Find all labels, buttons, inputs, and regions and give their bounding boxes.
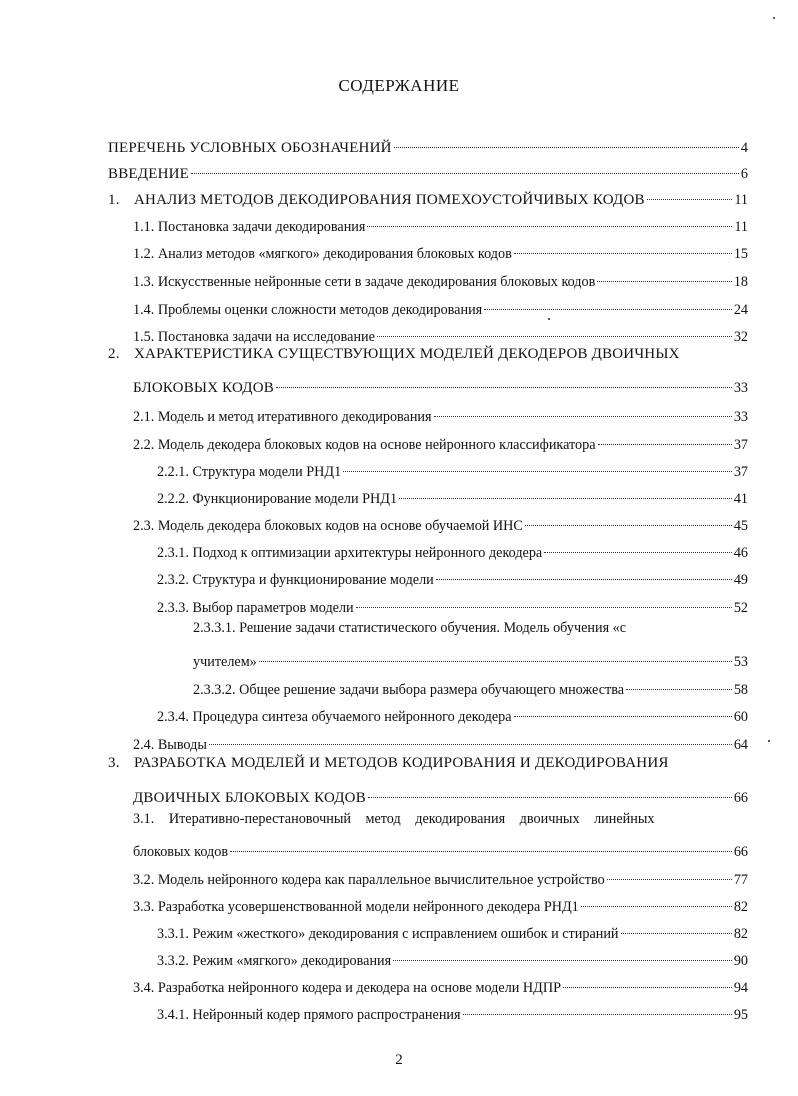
toc-entry-title-cont: учителем» [193, 654, 257, 671]
leader-dots [598, 427, 732, 445]
toc-entry-title: ХАРАКТЕРИСТИКА СУЩЕСТВУЮЩИХ МОДЕЛЕЙ ДЕКОДЕРОВ ДВОИЧНЫХ [134, 346, 680, 362]
toc-entry[interactable] [133, 893, 748, 917]
scan-speck [548, 318, 550, 320]
toc-entry[interactable] [133, 403, 748, 427]
toc-entry-page: 49 [733, 572, 748, 589]
toc-entry-page: 46 [733, 545, 748, 562]
toc-entry[interactable] [133, 731, 748, 755]
toc-entry-title: 3.1. Итеративно-перестановочный метод декодирования двоичных линейных [133, 811, 655, 827]
toc-entry-title: ПЕРЕЧЕНЬ УСЛОВНЫХ ОБОЗНАЧЕНИЙ [108, 140, 392, 157]
toc-entry[interactable] [133, 268, 748, 292]
toc-entry-title: 3.4.1. Нейронный кодер прямого распространения [157, 1007, 461, 1024]
toc-entry-title-cont: блоковых кодов [133, 844, 229, 861]
toc-entry-title: 1.1. Постановка задачи декодирования [133, 219, 366, 236]
toc-entry-title: 1.4. Проблемы оценки сложности методов декодирования [133, 302, 483, 319]
leader-dots [626, 672, 732, 690]
toc-entry-title: 2.3.3. Выбор параметров модели [157, 600, 354, 617]
toc-entry[interactable] [193, 676, 748, 700]
toc-entry-title: РАЗРАБОТКА МОДЕЛЕЙ И МЕТОДОВ КОДИРОВАНИЯ И ДЕКОДИРОВАНИЯ [134, 755, 669, 771]
toc-entry-page: 58 [733, 682, 748, 699]
leader-dots [393, 943, 732, 961]
leader-dots [597, 264, 731, 282]
toc-entry-title: 2.3.2. Структура и функционирование модели [157, 572, 434, 589]
leader-dots [191, 156, 739, 174]
toc-entry-title-cont: ДВОИЧНЫХ БЛОКОВЫХ КОДОВ [133, 790, 366, 807]
leader-dots [394, 130, 739, 148]
toc-entry-page: 66 [733, 790, 748, 807]
toc-entry-title: 1.2. Анализ методов «мягкого» декодирования блоковых кодов [133, 246, 512, 263]
toc-entry[interactable] [133, 784, 748, 808]
leader-dots [434, 399, 732, 417]
toc-entry-title: 2.3.4. Процедура синтеза обучаемого нейронного декодера [157, 709, 512, 726]
toc-entry-title: 1.3. Искусственные нейронные сети в задаче декодирования блоковых кодов [133, 274, 596, 291]
toc-entry-title: 3.2. Модель нейронного кодера как параллельное вычислительное устройство [133, 872, 605, 889]
leader-dots [621, 916, 732, 934]
toc-entry-page: 37 [733, 464, 748, 481]
toc-entry-title-cont: БЛОКОВЫХ КОДОВ [133, 380, 274, 397]
toc-entry-title: ВВЕДЕНИЕ [108, 166, 189, 183]
toc-entry-number: 2. [108, 346, 120, 362]
toc-entry[interactable] [133, 374, 748, 398]
toc-entry-page: 66 [733, 844, 748, 861]
toc-entry-page: 11 [734, 219, 748, 236]
toc-entry-page: 33 [733, 409, 748, 426]
leader-dots [647, 182, 733, 200]
toc-entry[interactable] [157, 458, 748, 482]
toc-entry[interactable] [157, 1001, 748, 1025]
toc-entry[interactable] [133, 974, 748, 998]
toc-entry[interactable] [108, 160, 748, 184]
leader-dots [368, 780, 732, 798]
toc-entry-page: 90 [733, 953, 748, 970]
toc-entry-page: 82 [733, 926, 748, 943]
leader-dots [563, 970, 732, 988]
toc-entry-page: 24 [733, 302, 748, 319]
leader-dots [514, 699, 732, 717]
toc-entry-line1[interactable] [108, 755, 669, 772]
toc-entry-page: 33 [733, 380, 748, 397]
leader-dots [544, 535, 732, 553]
toc-entry[interactable] [133, 323, 748, 347]
toc-entry[interactable] [133, 838, 748, 862]
toc-entry[interactable] [108, 134, 748, 158]
leader-dots [581, 889, 732, 907]
toc-entry-title: 2.2.2. Функционирование модели РНД1 [157, 491, 398, 508]
page-number: 2 [395, 1052, 403, 1068]
toc-entry-title: 2.1. Модель и метод итеративного декодирования [133, 409, 432, 426]
leader-dots [377, 319, 732, 337]
toc-entry-page: 4 [740, 140, 748, 157]
scan-speck [768, 740, 770, 742]
scan-speck [773, 17, 775, 19]
toc-entry[interactable] [133, 296, 748, 320]
toc-entry[interactable] [133, 866, 748, 890]
toc-entry-page: 77 [733, 872, 748, 889]
toc-entry-title: 1.5. Постановка задачи на исследование [133, 329, 375, 346]
leader-dots [514, 236, 732, 254]
toc-entry-line1[interactable] [133, 811, 748, 828]
leader-dots [367, 209, 732, 227]
toc-entry[interactable] [157, 566, 748, 590]
toc-entry-title: 3.4. Разработка нейронного кодера и декодера на основе модели НДПР [133, 980, 561, 997]
leader-dots [399, 481, 732, 499]
leader-dots [230, 834, 732, 852]
toc-entry-page: 6 [740, 166, 748, 183]
toc-entry-page: 94 [733, 980, 748, 997]
toc-entry-page: 32 [733, 329, 748, 346]
toc-entry[interactable] [133, 512, 748, 536]
leader-dots [525, 508, 732, 526]
leader-dots [436, 562, 732, 580]
leader-dots [463, 997, 732, 1015]
leader-dots [209, 727, 732, 745]
toc-entry[interactable] [157, 703, 748, 727]
page-title: СОДЕРЖАНИЕ [338, 76, 460, 95]
toc-entry-page: 15 [733, 246, 748, 263]
toc-entry-page: 64 [733, 737, 748, 754]
leader-dots [356, 590, 732, 608]
toc-entry-title: 3.3.2. Режим «мягкого» декодирования [157, 953, 392, 970]
leader-dots [343, 454, 732, 472]
toc-entry-page: 95 [733, 1007, 748, 1024]
leader-dots [484, 292, 732, 310]
toc-entry[interactable] [133, 431, 748, 455]
toc-entry-number: 1. [108, 192, 120, 209]
toc-entry-title: 2.3. Модель декодера блоковых кодов на основе обучаемой ИНС [133, 518, 523, 535]
toc-entry-title: АНАЛИЗ МЕТОДОВ ДЕКОДИРОВАНИЯ ПОМЕХОУСТОЙЧИВЫХ КОДОВ [134, 192, 645, 209]
toc-entry-page: 45 [733, 518, 748, 535]
toc-entry-page: 53 [733, 654, 748, 671]
toc-entry-page: 60 [733, 709, 748, 726]
toc-entry[interactable] [133, 240, 748, 264]
toc-entry-title: 2.4. Выводы [133, 737, 207, 754]
toc-entry-title: 3.3.1. Режим «жесткого» декодирования с исправлением ошибок и стираний [157, 926, 619, 943]
toc-entry-number: 3. [108, 755, 120, 771]
toc-entry[interactable] [108, 186, 748, 210]
toc-entry-page: 11 [734, 192, 748, 209]
toc-entry[interactable] [157, 947, 748, 971]
toc-entry[interactable] [157, 539, 748, 563]
toc-entry-title: 2.3.1. Подход к оптимизации архитектуры нейронного декодера [157, 545, 543, 562]
toc-entry-page: 37 [733, 437, 748, 454]
toc-entry-title: 3.3. Разработка усовершенствованной модели нейронного декодера РНД1 [133, 899, 579, 916]
toc-entry-line1[interactable] [193, 620, 626, 637]
toc-entry-page: 82 [733, 899, 748, 916]
toc-entry[interactable] [157, 485, 748, 509]
toc-entry[interactable] [157, 920, 748, 944]
toc-entry-page: 41 [733, 491, 748, 508]
toc-entry[interactable] [157, 594, 748, 618]
toc-entry-title: 2.3.3.2. Общее решение задачи выбора размера обучающего множества [193, 682, 624, 699]
toc-entry-page: 18 [733, 274, 748, 291]
leader-dots [276, 370, 732, 388]
toc-entry[interactable] [133, 213, 748, 237]
toc-entry-title: 2.2. Модель декодера блоковых кодов на основе нейронного классификатора [133, 437, 596, 454]
toc-entry-page: 52 [733, 600, 748, 617]
leader-dots [607, 862, 732, 880]
leader-dots [259, 644, 732, 662]
toc-entry-title: 2.3.3.1. Решение задачи статистического обучения. Модель обучения «с [193, 620, 627, 636]
toc-entry[interactable] [193, 648, 748, 672]
toc-entry-line1[interactable] [108, 346, 680, 363]
toc-entry-title: 2.2.1. Структура модели РНД1 [157, 464, 342, 481]
